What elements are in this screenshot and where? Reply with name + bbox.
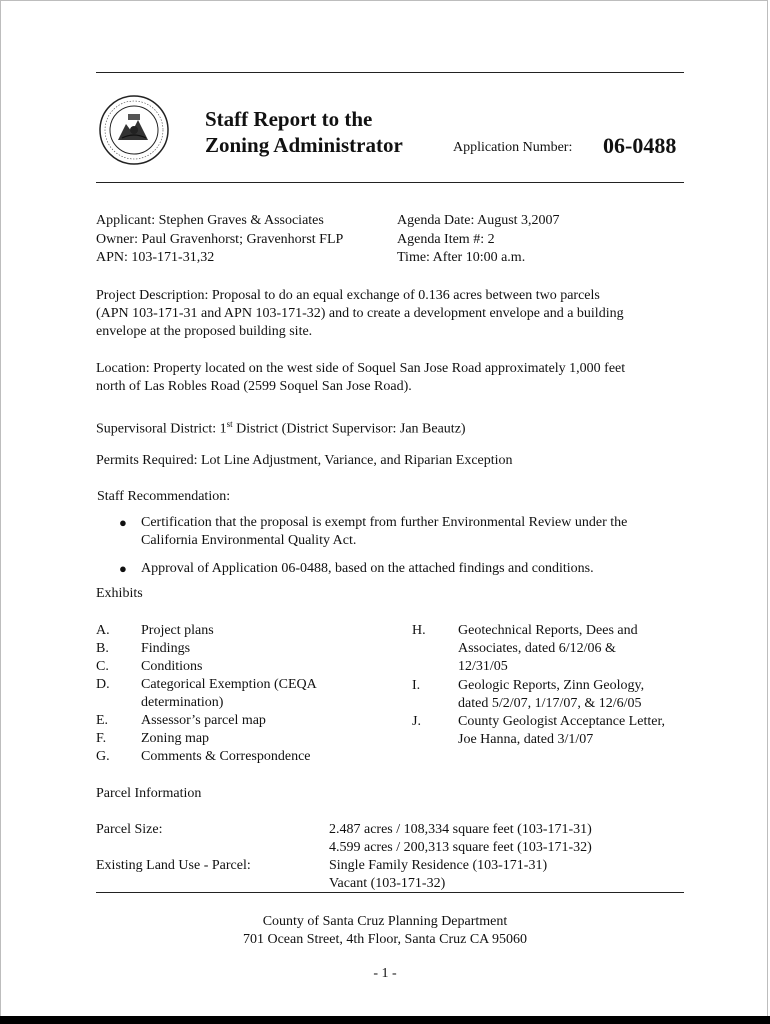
page-bottom-edge — [0, 1016, 770, 1024]
footer-rule — [96, 892, 684, 893]
exhibit-title: 12/31/05 — [458, 659, 508, 674]
exhibit-title: Associates, dated 6/12/06 & — [458, 641, 616, 656]
exhibit-title: Findings — [141, 641, 191, 656]
footer-department: County of Santa Cruz Planning Department — [262, 914, 508, 929]
exhibit-title: Conditions — [141, 659, 203, 674]
application-number: 06-0488 — [603, 133, 677, 158]
project-description-line1: Project Description: Proposal to do an equal exchange of 0.136 acres between two parcels — [96, 288, 600, 303]
project-description-line3: envelope at the proposed building site. — [96, 324, 313, 339]
agenda-item: Agenda Item #: 2 — [397, 232, 495, 247]
exhibit-letter: J. — [412, 714, 421, 729]
exhibit-title: Zoning map — [141, 731, 210, 746]
recommendation-1-line1: Certification that the proposal is exempt from further Environmental Review under the — [141, 515, 628, 530]
supervisorial-district — [96, 415, 466, 439]
project-description-line2: (APN 103-171-31 and APN 103-171-32) and to create a development envelope and a building — [96, 306, 624, 321]
exhibit-title: Project plans — [141, 623, 214, 638]
exhibit-letter: I. — [412, 678, 421, 693]
report-title-line1: Staff Report to the — [205, 107, 373, 131]
exhibit-title: Assessor’s parcel map — [141, 713, 266, 728]
exhibit-title: County Geologist Acceptance Letter, — [458, 714, 666, 729]
recommendation-1-line2: California Environmental Quality Act. — [141, 533, 357, 548]
staff-recommendation-heading: Staff Recommendation: — [97, 489, 231, 504]
parcel-size-label: Parcel Size: — [96, 822, 163, 837]
apn: APN: 103-171-31,32 — [96, 250, 215, 265]
exhibit-title: dated 5/2/07, 1/17/07, & 12/6/05 — [458, 696, 642, 711]
header-bottom-rule — [96, 182, 684, 183]
exhibit-letter: G. — [96, 749, 110, 764]
parcel-information-heading: Parcel Information — [96, 786, 202, 801]
header-top-rule — [96, 72, 684, 73]
exhibit-letter: E. — [96, 713, 109, 728]
exhibit-title: Comments & Correspondence — [141, 749, 311, 764]
exhibit-letter: H. — [412, 623, 426, 638]
bullet-icon: ● — [119, 515, 127, 530]
exhibit-letter: D. — [96, 677, 110, 692]
existing-land-use-value: Vacant (103-171-32) — [329, 876, 446, 891]
existing-land-use-label: Existing Land Use - Parcel: — [96, 858, 251, 873]
application-number-label: Application Number: — [453, 140, 573, 155]
county-seal-icon — [98, 94, 170, 166]
applicant: Applicant: Stephen Graves & Associates — [96, 213, 324, 228]
exhibit-title: Joe Hanna, dated 3/1/07 — [458, 732, 594, 747]
meeting-time: Time: After 10:00 a.m. — [397, 250, 526, 265]
footer-address: 701 Ocean Street, 4th Floor, Santa Cruz CA 95060 — [242, 932, 528, 947]
district-suffix: District (District Supervisor: Jan Beautz) — [232, 421, 466, 437]
location-line1: Location: Property located on the west side of Soquel San Jose Road approximately 1,000 feet — [96, 361, 626, 376]
report-title-line2: Zoning Administrator — [205, 133, 403, 157]
parcel-size-value: 2.487 acres / 108,334 square feet (103-171-31) — [329, 822, 592, 837]
bullet-icon: ● — [119, 561, 127, 576]
parcel-size-value: 4.599 acres / 200,313 square feet (103-171-32) — [329, 840, 592, 855]
recommendation-2: Approval of Application 06-0488, based on the attached findings and conditions. — [141, 561, 594, 576]
agenda-date: Agenda Date: August 3,2007 — [397, 213, 560, 228]
exhibit-letter: B. — [96, 641, 109, 656]
permits-required: Permits Required: Lot Line Adjustment, Variance, and Riparian Exception — [96, 453, 513, 468]
location-line2: north of Las Robles Road (2599 Soquel San Jose Road). — [96, 379, 412, 394]
existing-land-use-value: Single Family Residence (103-171-31) — [329, 858, 548, 873]
owner: Owner: Paul Gravenhorst; Gravenhorst FLP — [96, 232, 344, 247]
page-number: - 1 - — [373, 966, 397, 981]
exhibit-title: Geotechnical Reports, Dees and — [458, 623, 638, 638]
exhibit-letter: C. — [96, 659, 109, 674]
district-prefix: Supervisoral District: 1 — [96, 421, 227, 437]
exhibit-letter: A. — [96, 623, 110, 638]
exhibit-title: determination) — [141, 695, 224, 710]
exhibits-heading: Exhibits — [96, 586, 143, 601]
exhibit-title: Geologic Reports, Zinn Geology, — [458, 678, 645, 693]
district-ordinal: st — [226, 419, 233, 429]
exhibit-letter: F. — [96, 731, 107, 746]
exhibit-title: Categorical Exemption (CEQA — [141, 677, 317, 692]
